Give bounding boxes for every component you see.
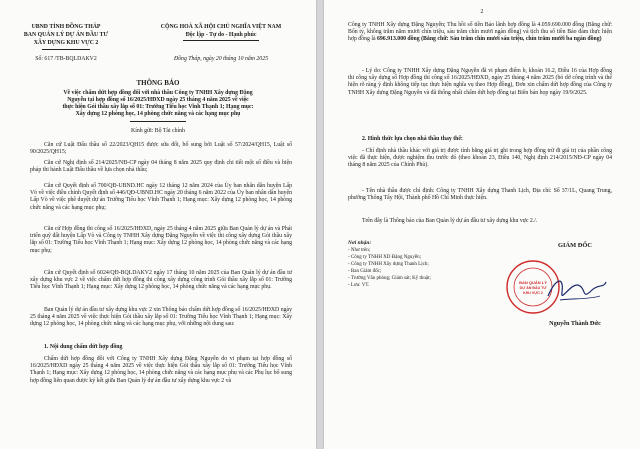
signer-name: Nguyễn Thành Đức: [549, 320, 601, 327]
signer-title: GIÁM ĐỐC: [558, 242, 592, 249]
subject-line-1: Về việc chấm dứt hợp đồng đối với nhà thầu Công ty TNHH Xây dựng Đặng: [63, 90, 253, 96]
contractor-paragraph: - Tên nhà thầu được chỉ định: Công ty TNHH Xây dựng Thanh Lịch, Địa chỉ: Số 37/1L, Quang Trung, phường Thông Tây Hội, Thành phố Hồ Chí Minh thực hiện.: [348, 188, 612, 202]
basis-paragraph: Căn cứ Luật Đấu thầu số 22/2023/QH15 được sửa đổi, bổ sung bởi Luật số 57/2024/QH15, Luật số 90/2025/QH15;: [30, 142, 292, 156]
org-line-1: UBND TỈNH ĐỒNG THÁP: [31, 24, 101, 30]
signature-icon: [542, 270, 612, 310]
place-date: Đồng Tháp, ngày 20 tháng 10 năm 2025: [173, 56, 269, 62]
recipients-label: Nơi nhận:: [348, 240, 372, 246]
doc-number: Số: 617 /TB-BQLDAKV2: [35, 56, 97, 62]
closing-paragraph: Trên đây là Thông báo của Ban Quản lý dự án đầu tư xây dựng khu vực 2./.: [362, 218, 538, 224]
svg-text:DỰ ÁN ĐẦU TƯ: DỰ ÁN ĐẦU TƯ: [519, 286, 547, 290]
org-line-3: XÂY DỰNG KHU VỰC 2: [33, 40, 99, 46]
basis-paragraph: Căn cứ Quyết định số 6024/QĐ-BQLDAKV2 ngày 17 tháng 10 năm 2025 của Ban Quản lý dự án đầu tư xây dựng khu vực 2 về việc chấm dứt hợp đồng thi công xây dựng công trình Gói thầu xây lắp số 01: Trường Tiểu học Vĩnh Thạnh 1; Hạng mục: Xây dựng 12 phòng học, 14 phòng chức năng và các hạng mục phụ.: [30, 270, 292, 291]
document-page-1: [0, 0, 316, 449]
recipient-item: - Công ty TNHH Xây dựng Thanh Lịch;: [348, 262, 429, 267]
subject-underline: [130, 121, 186, 122]
subject-line-3: thực hiện Gói thầu xây lắp số 01: Trường Tiểu học Vĩnh Thạnh 1; Hạng mục:: [62, 104, 254, 110]
recipient-item: - Lưu: VT.: [348, 283, 370, 288]
page-number: 2: [480, 9, 484, 15]
recipient-item: - Như trên;: [348, 248, 371, 253]
section-1-text: Chấm dứt hợp đồng đối với Công ty TNHH Xây dựng Đặng Nguyễn do vi phạm tại hợp đồng số 16/2025/HĐXD ngày 25 tháng 4 năm 2025 về việc thực hiện Gói thầu xây lắp số 01: Trường Tiểu học Vĩnh Thạnh 1; Hạng mục: Xây dựng 12 phòng học, 14 phòng chức năng và các hạng mục phụ và các Phụ lục bổ sung hợp đồng liên quan được ký kết giữa Ban Quản lý dự án đầu tư xây dựng khu vực 2 và: [30, 356, 292, 384]
basis-paragraph: Căn cứ Quyết định số 700/QĐ-UBND.HC ngày 12 tháng 12 năm 2024 của Ủy ban nhân dân huyện Lấp Vò về việc điều chỉnh Quyết định số 446/QĐ-UBND.HC ngày 20 tháng 6 năm 2022 của Ủy ban nhân dân huyện Lấp Vò về việc phê duyệt dự án Trường Tiểu học Vĩnh Thạnh 1; Hạng mục: Xây dựng 12 phòng học, 14 phòng chức năng và các hạng mục phụ;: [30, 183, 292, 211]
recipient-line: Kính gửi: Bộ Tài chính: [131, 128, 185, 134]
termination-text: Công ty TNHH Xây dựng Đặng Nguyễn; Thu hồi số tiền Bảo lãnh hợp đồng là 4.059.690.000 đồng (Bằng chữ: Bốn tỷ, không trăm năm mươi chín triệu, sáu trăm chín mươi ngàn đồng) và tịch thu số tiền Bảo đảm thực hiện hợp đồng là: [348, 22, 612, 43]
org-underline: [42, 49, 90, 50]
recipient-item: - Trường Văn phòng; Giám sát; Kỹ thuật;: [348, 276, 431, 281]
svg-text:KHU VỰC 2: KHU VỰC 2: [523, 291, 543, 295]
svg-text:BAN QUẢN LÝ: BAN QUẢN LÝ: [519, 280, 547, 285]
reason-paragraph: - Lý do: Công ty TNHH Xây dựng Đặng Nguyễn đã vi phạm điểm b, khoản 16.2, Điều 16 của Hợp đồng thi công xây dựng số Hợp đồng thi công số 16/2025/HĐXD, ngày 25 tháng 4 năm 2025 (bỏ dở công trình và thể hiện rõ ràng ý định không tiếp tục thực hiện nghĩa vụ theo Hợp đồng), Đơn xin chấm dứt hợp đồng của Công ty TNHH Xây dựng Đặng Nguyễn và đã thống nhất chấm dứt hợp đồng tại Biên bản họp ngày 19/9/2025.: [348, 68, 612, 96]
recipient-item: - Công ty TNHH XD Đặng Nguyễn;: [348, 255, 421, 260]
guarantee-amount-text: 696.913.000 đồng (Bằng chữ: Sáu trăm chín mươi sáu triệu, chín trăm mười ba ngàn đồng): [377, 36, 602, 43]
document-page-2: [324, 0, 640, 449]
subject-line-4: Xây dựng 12 phòng học, 14 phòng chức năng và các hạng mục phụ: [75, 111, 241, 117]
doc-title: THÔNG BÁO: [136, 79, 180, 87]
nation-underline: [183, 40, 259, 41]
designation-paragraph: - Chỉ định nhà thầu khác với giá trị được tính bằng giá trị ghi trong hợp đồng trừ đi giá trị của phần công việc đã thực hiện, được nghiệm thu trước đó (theo khoản 23, Điều 140, Nghị định 214/2015/NĐ-CP ngày 04 tháng 8 năm 2025 của Chính Phủ).: [348, 148, 612, 169]
basis-paragraph: Ban Quản lý dự án đầu tư xây dựng khu vực 2 xin Thông báo chấm dứt hợp đồng số 16/2025/HĐXD ngày 25 tháng 4 năm 2025 về việc thực hiện Gói thầu xây lắp số 01: Trường Tiểu học Vĩnh Thạnh 1; Hạng mục: Xây dựng 12 phòng học, 14 phòng chức năng và các hạng mục phụ, với những nội dung sau:: [30, 307, 292, 328]
termination-paragraph: [348, 22, 612, 44]
basis-paragraph: Căn cứ Hợp đồng thi công số 16/2025/HĐXD, ngày 25 tháng 4 năm 2025 giữa Ban Quản lý dự án và Phát triển quỹ đất huyện Lấp Vò và Công ty TNHH Xây dựng Đặng Nguyễn về việc thi công xây dựng Gói thầu xây lắp số 01: Trường Tiểu học Vĩnh Thạnh 1; Hạng mục: Xây dựng 12 phòng học, 14 phòng chức năng và các hạng mục phụ;: [30, 226, 292, 254]
section-1-title: 1. Nội dung chấm dứt hợp đồng: [44, 344, 123, 350]
section-2-title: 2. Hình thức lựa chọn nhà thầu thay thế:: [362, 136, 463, 142]
org-line-2: BAN QUẢN LÝ DỰ ÁN ĐẦU TƯ: [23, 32, 109, 38]
nation-line-1: CỘNG HOÀ XÃ HỘI CHỦ NGHĨA VIỆT NAM: [160, 24, 282, 30]
subject-line-2: Nguyễn tại hợp đồng số 16/2025/HĐXD ngày 25 tháng 4 năm 2025 về việc: [67, 97, 249, 103]
basis-paragraph: Căn cứ Nghị định số 214/2025/NĐ-CP ngày 04 tháng 8 năm 2025 quy định chi tiết một số điều và biện pháp thi hành Luật Đấu thầu về lựa chọn nhà thầu;: [30, 160, 292, 174]
nation-line-2: Độc lập - Tự do - Hạnh phúc: [185, 32, 257, 38]
recipient-item: - Ban Giám đốc;: [348, 269, 382, 274]
